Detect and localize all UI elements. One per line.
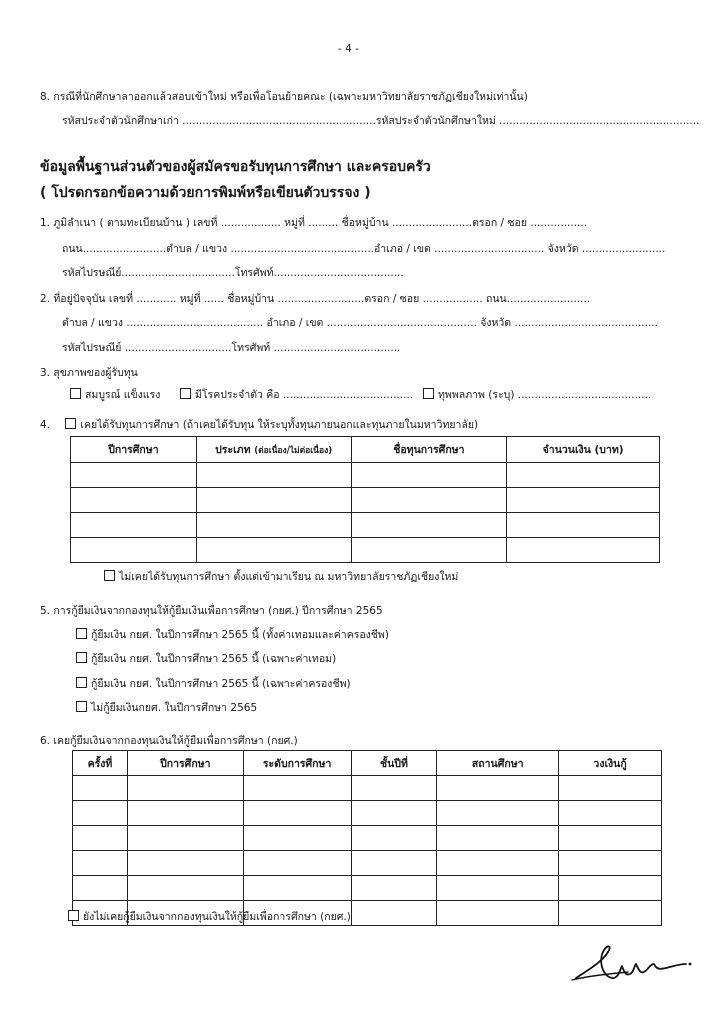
col-header: ชั้นปีที่ (351, 751, 437, 776)
q5-option4[interactable] (76, 701, 257, 715)
col-header-type: ประเภท (215, 444, 251, 456)
table-cell[interactable] (437, 901, 559, 926)
q3-option-healthy[interactable] (70, 388, 160, 402)
col-header: ระดับการศึกษา (243, 751, 351, 776)
checkbox[interactable] (76, 652, 87, 663)
q2-line3[interactable]: รหัสไปรษณีย์ ................................โทรศัพท์ ...................................... (62, 342, 401, 354)
col-header: ชื่อทุนการศึกษา (351, 437, 507, 463)
q4-number: 4. (40, 419, 51, 431)
table-row (73, 776, 662, 801)
checkbox[interactable] (68, 910, 79, 921)
checkbox[interactable] (104, 570, 115, 581)
q4-title[interactable] (40, 418, 478, 432)
table-cell[interactable] (243, 826, 351, 851)
col-header-type-note: (ต่อเนื่อง/ไม่ต่อเนื่อง) (254, 446, 333, 456)
table-cell[interactable] (196, 463, 351, 488)
table-cell[interactable] (73, 801, 128, 826)
col-header: วงเงินกู้ (559, 751, 662, 776)
col-header: ปีการศึกษา (71, 437, 197, 463)
col-header (196, 437, 351, 463)
table-cell[interactable] (351, 513, 507, 538)
table-row (73, 851, 662, 876)
col-header: ปีการศึกษา (127, 751, 243, 776)
table-cell[interactable] (71, 488, 197, 513)
table-row (71, 513, 660, 538)
table-cell[interactable] (196, 488, 351, 513)
table-row (71, 488, 660, 513)
table-cell[interactable] (351, 776, 437, 801)
q6-never-label: ยังไม่เคยกู้ยืมเงินจากกองทุนเงินให้กู้ยืมเพื่อการศึกษา (กยศ.) (83, 911, 351, 923)
table-cell[interactable] (243, 876, 351, 901)
item8-student-id-line[interactable]: รหัสประจำตัวนักศึกษาเก่า ..........................................................รหัสประจำตัวนักศึกษาใหม่ ............................................................ (62, 115, 700, 127)
table-cell[interactable] (559, 801, 662, 826)
section-heading: ข้อมูลพื้นฐานส่วนตัวของผู้สมัครขอรับทุนการศึกษา และครอบครัว (40, 159, 431, 175)
col-header: สถานศึกษา (437, 751, 559, 776)
item8-title: 8. กรณีที่นักศึกษาลาออกแล้วสอบเข้าใหม่ หรือเพื่อโอนย้ายคณะ (เฉพาะมหาวิทยาลัยราชภัฏเชียงใหม่เท่านั้น) (40, 91, 528, 103)
table-cell[interactable] (351, 851, 437, 876)
table-cell[interactable] (71, 513, 197, 538)
q3-title: 3. สุขภาพของผู้รับทุน (40, 367, 138, 379)
table-cell[interactable] (559, 851, 662, 876)
table-row (73, 801, 662, 826)
q6-never-option[interactable] (68, 910, 351, 924)
checkbox[interactable] (65, 418, 76, 429)
table-cell[interactable] (351, 876, 437, 901)
q4-title-label: เคยได้รับทุนการศึกษา (ถ้าเคยได้รับทุน ให้ระบุทั้งทุนภายนอกและทุนภายในมหาวิทยาลัย) (80, 419, 479, 431)
table-cell[interactable] (507, 538, 660, 563)
table-cell[interactable] (73, 876, 128, 901)
table-cell[interactable] (507, 488, 660, 513)
table-cell[interactable] (71, 538, 197, 563)
table-cell[interactable] (437, 876, 559, 901)
checkbox[interactable] (76, 628, 87, 639)
table-cell[interactable] (437, 826, 559, 851)
table-cell[interactable] (71, 463, 197, 488)
table-cell[interactable] (196, 513, 351, 538)
table-row (71, 538, 660, 563)
table-cell[interactable] (351, 801, 437, 826)
table-cell[interactable] (351, 538, 507, 563)
scholarship-table (70, 436, 660, 563)
q1-line2[interactable]: ถนน.........................ตำบล / แขวง ...........................................อำเภอ / เขต ................................. จังหวัด ......................... (62, 243, 666, 255)
q6-title: 6. เคยกู้ยืมเงินจากกองทุนเงินให้กู้ยืมเพื่อการศึกษา (กยศ.) (40, 735, 298, 747)
q5-option4-label: ไม่กู้ยืมเงินกยศ. ในปีการศึกษา 2565 (91, 702, 258, 714)
table-cell[interactable] (351, 826, 437, 851)
table-cell[interactable] (73, 851, 128, 876)
table-cell[interactable] (351, 901, 437, 926)
table-cell[interactable] (127, 776, 243, 801)
q5-option1-label: กู้ยืมเงิน กยศ. ในปีการศึกษา 2565 นี้ (ทั้งค่าเทอมและค่าครองชีพ) (91, 629, 389, 641)
table-cell[interactable] (559, 901, 662, 926)
table-cell[interactable] (243, 776, 351, 801)
section-subheading: ( โปรดกรอกข้อความด้วยการพิมพ์หรือเขียนตัวบรรจง ) (40, 185, 371, 201)
table-cell[interactable] (243, 801, 351, 826)
table-cell[interactable] (351, 463, 507, 488)
table-cell[interactable] (127, 851, 243, 876)
table-cell[interactable] (437, 801, 559, 826)
table-cell[interactable] (437, 776, 559, 801)
q5-option1[interactable] (76, 628, 389, 642)
table-cell[interactable] (559, 776, 662, 801)
table-cell[interactable] (73, 826, 128, 851)
table-cell[interactable] (127, 801, 243, 826)
table-cell[interactable] (559, 826, 662, 851)
q5-option3[interactable] (76, 677, 351, 691)
checkbox[interactable] (180, 388, 191, 399)
page-number: - 4 - (338, 43, 359, 55)
checkbox[interactable] (70, 388, 81, 399)
table-cell[interactable] (243, 851, 351, 876)
q3-option-chronic-label: มีโรคประจำตัว คือ ....................................... (195, 389, 414, 401)
col-header: จำนวนเงิน (บาท) (507, 437, 660, 463)
checkbox[interactable] (76, 677, 87, 688)
q4-never-option[interactable] (104, 570, 458, 584)
table-cell[interactable] (437, 851, 559, 876)
q3-option-healthy-label: สมบูรณ์ แข็งแรง (85, 389, 161, 401)
q4-never-label: ไม่เคยได้รับทุนการศึกษา ตั้งแต่เข้ามาเรียน ณ มหาวิทยาลัยราชภัฏเชียงใหม่ (119, 571, 459, 583)
handwritten-signature (568, 940, 698, 990)
q3-option-disabled-label: ทุพพลภาพ (ระบุ) ........................................ (438, 389, 652, 401)
col-header: ครั้งที่ (73, 751, 128, 776)
q5-title: 5. การกู้ยืมเงินจากกองทุนให้กู้ยืมเงินเพื่อการศึกษา (กยศ.) ปีการศึกษา 2565 (40, 605, 383, 617)
table-cell[interactable] (507, 513, 660, 538)
q5-option2[interactable] (76, 652, 336, 666)
checkbox[interactable] (423, 388, 434, 399)
checkbox[interactable] (76, 701, 87, 712)
q1-line1[interactable]: 1. ภูมิลำเนา ( ตามทะเบียนบ้าน ) เลขที่ .................. หมู่ที่ ......... ชื่อหมู่บ้าน ........................ตรอก / ซอย ................. (40, 217, 588, 229)
table-cell[interactable] (127, 826, 243, 851)
table-row (73, 876, 662, 901)
table-cell[interactable] (127, 876, 243, 901)
q3-option-disabled[interactable] (423, 388, 651, 402)
q2-line2[interactable]: ตำบล / แขวง ......................................... อำเภอ / เขต ............................................. จังหวัด ........................................... (62, 317, 658, 329)
table-cell[interactable] (507, 463, 660, 488)
table-cell[interactable] (351, 488, 507, 513)
q5-option3-label: กู้ยืมเงิน กยศ. ในปีการศึกษา 2565 นี้ (เฉพาะค่าครองชีพ) (91, 678, 351, 690)
q5-option2-label: กู้ยืมเงิน กยศ. ในปีการศึกษา 2565 นี้ (เฉพาะค่าเทอม) (91, 653, 337, 665)
q1-line3[interactable]: รหัสไปรษณีย์..................................โทรศัพท์....................................... (62, 267, 404, 279)
table-cell[interactable] (196, 538, 351, 563)
q2-line1[interactable]: 2. ที่อยู่ปัจจุบัน เลขที่ ............ หมู่ที่ ...... ชื่อหมู่บ้าน ..........................ตรอก / ซอย .................. ถนน......................... (40, 293, 591, 305)
student-loan-table (72, 750, 662, 926)
q3-option-chronic[interactable] (180, 388, 413, 402)
table-cell[interactable] (559, 876, 662, 901)
table-row (73, 826, 662, 851)
table-cell[interactable] (73, 776, 128, 801)
table-row (71, 463, 660, 488)
